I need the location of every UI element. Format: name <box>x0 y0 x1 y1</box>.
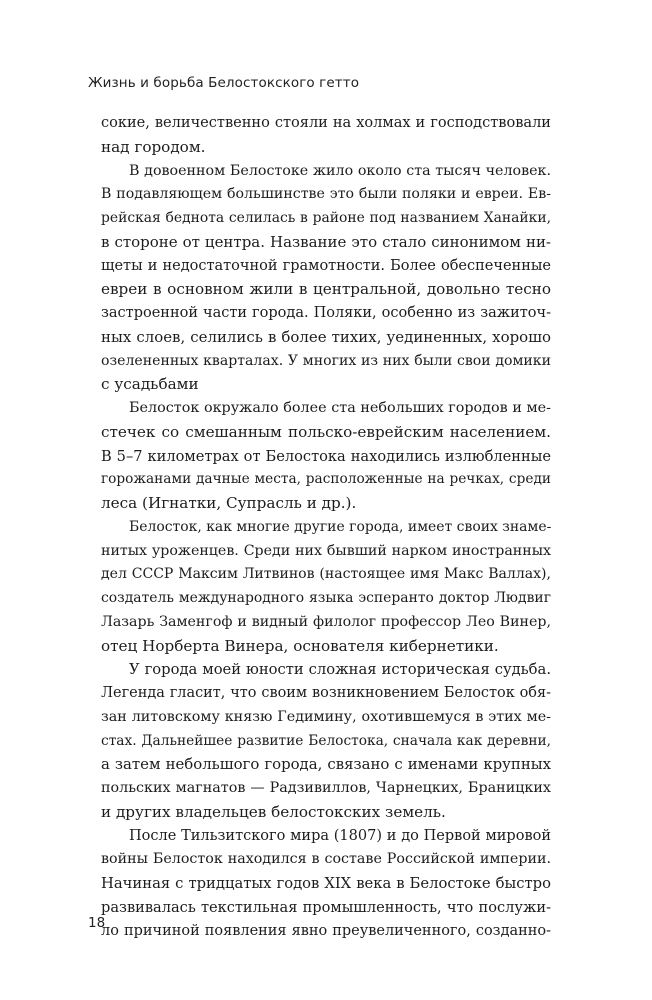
text-line: Легенда гласит, что своим возникновением Белосток обя- <box>101 685 551 701</box>
text-line: В довоенном Белостоке жило около ста тысяч человек. <box>129 162 551 179</box>
text-line: зан литовскому князю Гедимину, охотившемуся в этих ме- <box>101 708 551 725</box>
text-line: отец Норберта Винера, основателя кибернетики. <box>101 636 499 655</box>
body-text <box>101 112 551 943</box>
text-line: рейская беднота селилась в районе под названием Ханайки, <box>101 210 551 226</box>
text-line: с усадьбами <box>101 375 199 394</box>
text-line: Начиная с тридцатых годов XIX века в Белостоке быстро <box>101 875 551 892</box>
text-line: Белосток окружало более ста небольших городов и ме- <box>129 400 551 416</box>
text-line: нитых уроженцев. Среди них бывший нарком иностранных <box>101 542 551 559</box>
text-line: Белосток, как многие другие города, имеет своих знаме- <box>129 518 552 535</box>
text-line: в стороне от центра. Название это стало синонимом ни- <box>101 232 551 251</box>
text-line: дел СССР Максим Литвинов (настоящее имя Макс Валлах), <box>101 566 551 583</box>
text-line: развивалась текстильная промышленность, что послужи- <box>101 898 551 916</box>
text-line: стечек со смешанным польско-еврейским населением. <box>101 422 551 441</box>
page-number: 18 <box>88 915 106 931</box>
text-line: Лазарь Заменгоф и видный филолог профессор Лео Винер, <box>101 613 551 630</box>
text-line: над городом. <box>101 137 206 156</box>
text-line: стах. Дальнейшее развитие Белостока, сначала как деревни, <box>101 732 551 749</box>
text-line: ных слоев, селились в более тихих, уединенных, хорошо <box>101 327 551 346</box>
text-line: В подавляющем большинстве это были поляки и евреи. Ев- <box>101 186 551 203</box>
text-line: горожанами дачные места, расположенные на речках, среди <box>101 471 551 488</box>
text-line: евреи в основном жили в центральной, довольно тесно <box>101 280 551 299</box>
text-line: ло причиной появления явно преувеличенного, созданно- <box>101 922 551 939</box>
text-line: создатель международного языка эсперанто доктор Людвиг <box>101 590 551 606</box>
text-line: щеты и недостаточной грамотности. Более обеспеченные <box>101 257 551 274</box>
text-line: леса (Игнатки, Супрасль и др.). <box>101 494 357 512</box>
text-line: озелененных кварталах. У многих из них были свои домики <box>101 352 551 369</box>
running-head: Жизнь и борьба Белостокского гетто <box>88 75 360 91</box>
text-line: сокие, величественно стояли на холмах и господствовали <box>101 115 551 131</box>
text-line: а затем небольшого города, связано с именами крупных <box>101 755 551 774</box>
text-line: После Тильзитского мира (1807) и до Первой мировой <box>129 827 551 844</box>
text-line: войны Белосток находился в составе Российской империи. <box>101 851 551 868</box>
text-line: У города моей юности сложная историческая судьба. <box>129 661 551 679</box>
text-line: застроенной части города. Поляки, особенно из зажиточ- <box>101 305 551 321</box>
text-line: польских магнатов — Радзивиллов, Чарнецких, Браницких <box>101 780 551 796</box>
text-line: В 5–7 километрах от Белостока находились излюбленные <box>101 447 551 465</box>
text-line: и других владельцев белостокских земель. <box>101 802 446 821</box>
